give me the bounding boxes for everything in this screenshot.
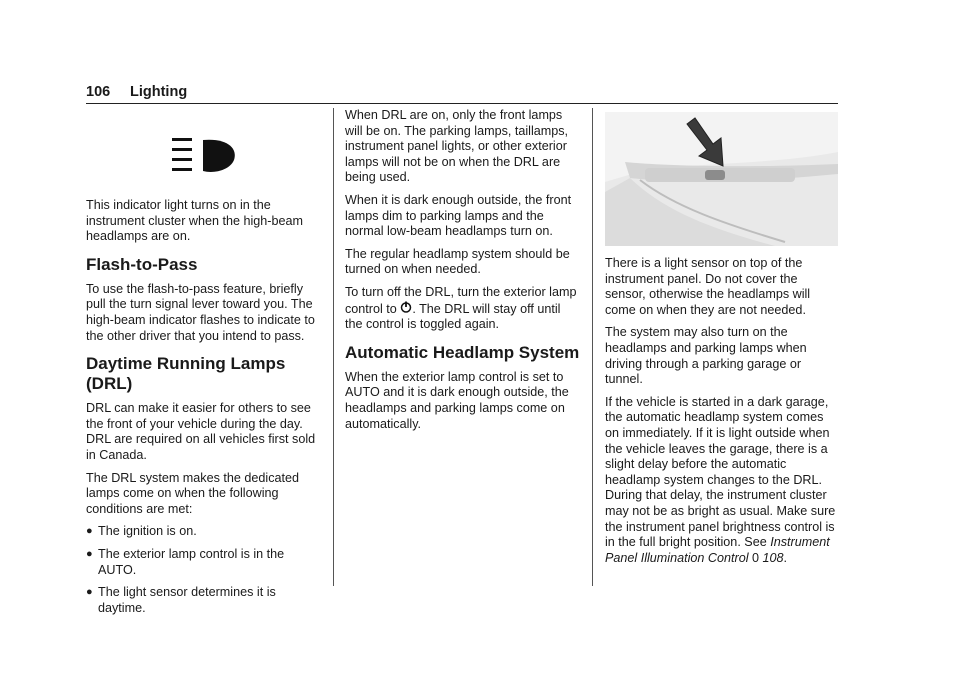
page-number: 106: [86, 84, 111, 100]
column-divider: [592, 108, 593, 586]
paragraph: The DRL system makes the dedicated lamps come on when the following conditions are met:: [86, 470, 300, 516]
bullet-icon: ●: [86, 586, 93, 599]
paragraph: DRL can make it easier for others to see the front of your vehicle during the day. DRL are required on all vehicles first sold in Canada.: [86, 401, 316, 462]
section-title: Lighting: [130, 84, 188, 100]
paragraph: The system may also turn on the headlamps and parking lamps when driving through a parking garage or tunnel.: [605, 325, 807, 387]
high-beam-indicator-icon: [172, 138, 238, 174]
dashboard-illustration: [605, 112, 838, 246]
paragraph: When it is dark enough outside, the front lamps dim to parking lamps and the normal low-beam headlamps turn on.: [345, 192, 572, 239]
page-header: [86, 84, 838, 104]
paragraph: To use the flash-to-pass feature, briefly pull the turn signal lever toward you. The high-beam indicator flashes to indicate to the other driver that you intend to pass.: [86, 281, 315, 343]
paragraph: There is a light sensor on top of the instrument panel. Do not cover the sensor, otherwise the headlamps will come on when they are not needed.: [605, 256, 811, 317]
light-sensor-photo: [605, 112, 838, 246]
column-middle: [345, 108, 581, 439]
page-ref-arrow-icon: 0: [752, 550, 760, 565]
paragraph: If the vehicle is started in a dark garage, the automatic headlamp system comes on immediately. If it is light outside when the vehicle leaves the garage, there is a slight delay before the automatic headlamp system changes to the DRL. During that delay, the instrument cluster may not be as bright as usual. Make sure the instrument panel brightness control is in the full bright position. See Instrument Panel Illumination Control 0 108.: [605, 394, 836, 565]
bullet-icon: ●: [86, 525, 93, 538]
heading-automatic-headlamp: Automatic Headlamp System: [345, 342, 580, 362]
page-ref-number[interactable]: 108: [762, 550, 784, 565]
paragraph: This indicator light turns on in the instrument cluster when the high-beam headlamps are on.: [86, 198, 304, 244]
column-left: [86, 108, 322, 623]
cross-reference-link[interactable]: Instrument Panel Illumination Control: [605, 535, 830, 565]
list-item: ● The exterior lamp control is in the AUTO.: [86, 546, 285, 577]
bullet-icon: ●: [86, 547, 93, 560]
icon-area: [86, 108, 322, 198]
paragraph: When DRL are on, only the front lamps will be on. The parking lamps, taillamps, instrument panel lights, or other exterior lamps will not be on when the DRL are being used.: [345, 108, 569, 185]
column-divider: [333, 108, 334, 586]
paragraph: To turn off the DRL, turn the exterior lamp control to . The DRL will stay off until the control is toggled again.: [345, 284, 577, 332]
list-item: ● The ignition is on.: [86, 524, 197, 539]
bullet-list: [86, 524, 322, 616]
paragraph: The regular headlamp system should be turned on when needed.: [345, 246, 570, 277]
list-item: ● The light sensor determines it is daytime.: [86, 585, 276, 615]
heading-flash-to-pass: Flash-to-Pass: [86, 254, 198, 274]
heading-drl: Daytime Running Lamps (DRL): [86, 354, 286, 394]
paragraph: When the exterior lamp control is set to AUTO and it is dark enough outside, the headlamps and parking lamps come on automatically.: [345, 369, 569, 431]
power-off-icon: [400, 301, 412, 313]
column-right: [605, 108, 840, 573]
